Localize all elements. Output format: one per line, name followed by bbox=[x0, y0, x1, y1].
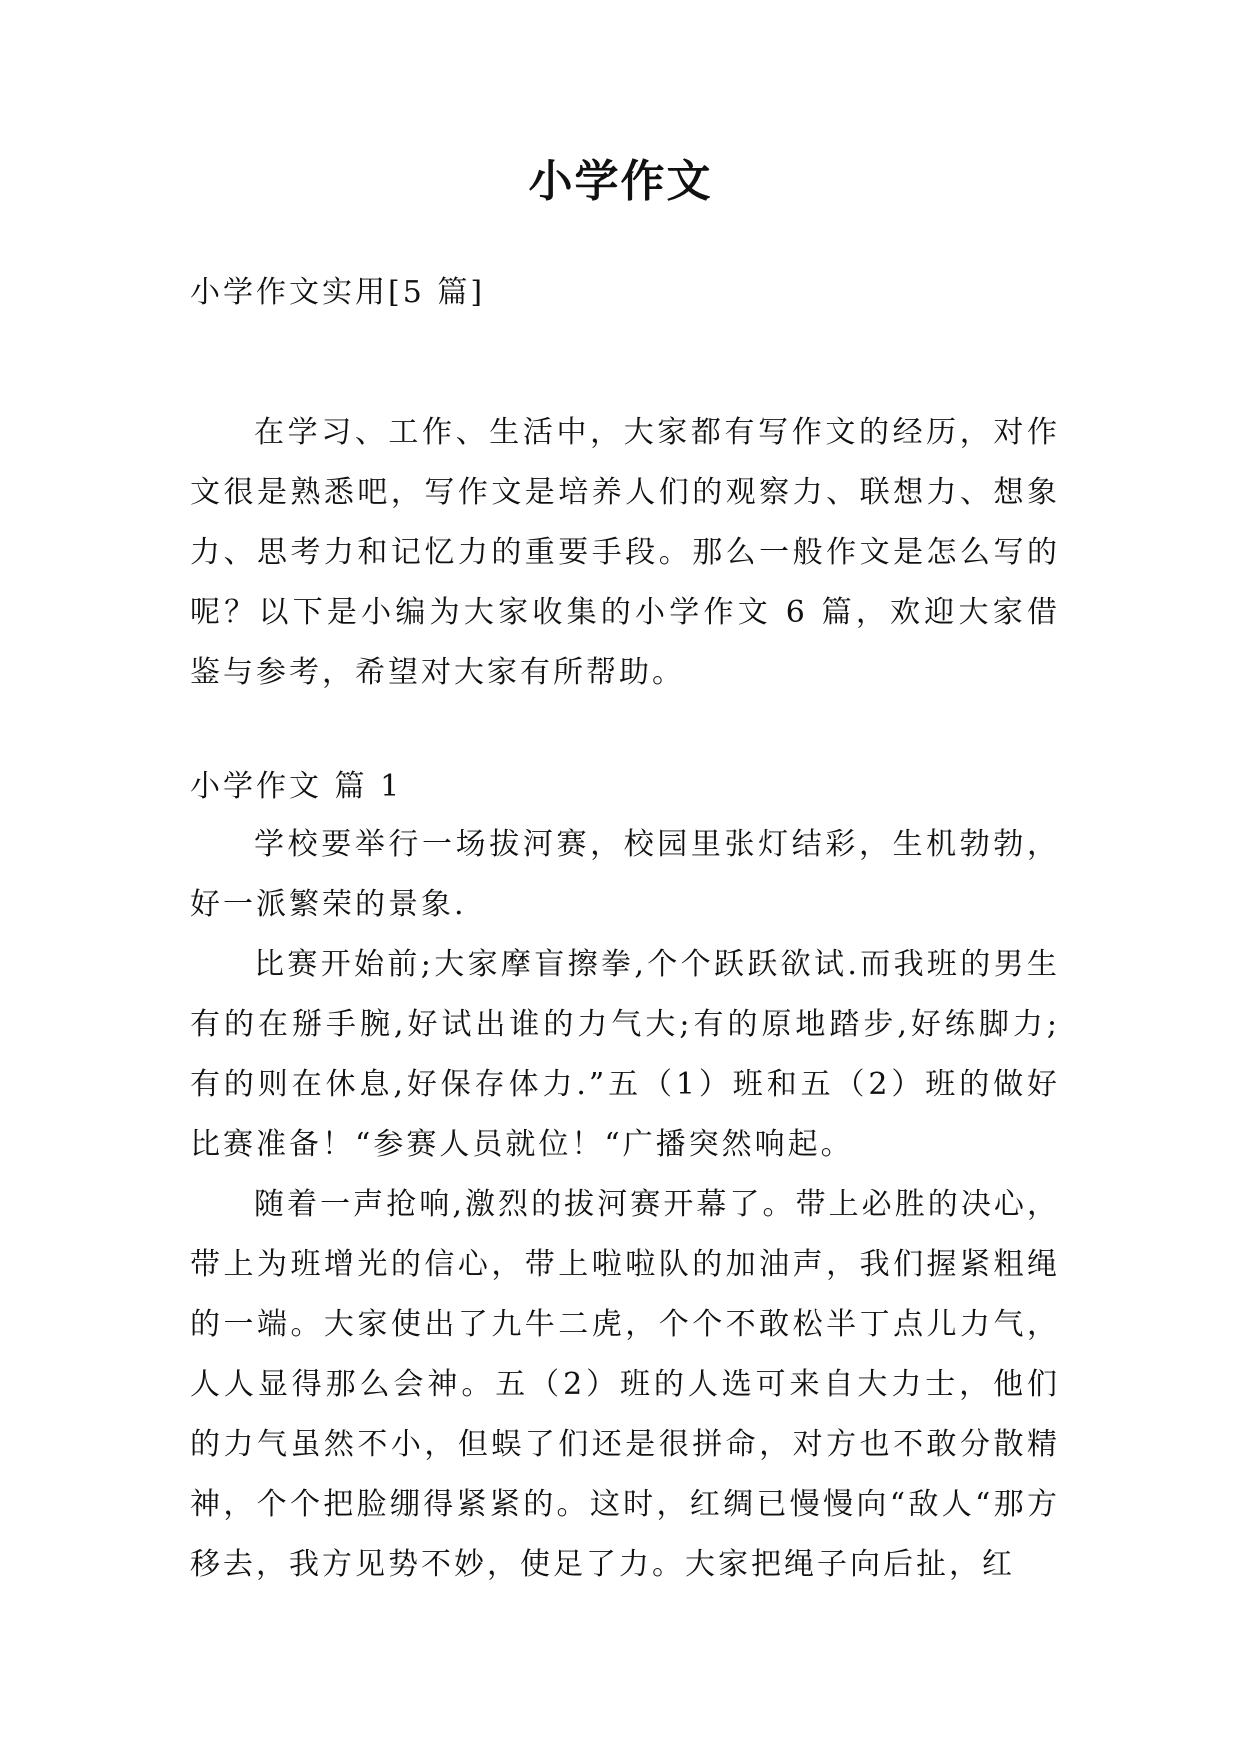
body-paragraph-2: 比赛开始前;大家摩盲擦拳,个个跃跃欲试.而我班的男生有的在掰手腕,好试出谁的力气大;有的原地踏步,好练脚力;有的则在休息,好保存体力.”五（1）班和五（2）班的做好比赛准备！“参赛人员就位！“广播突然响起。 bbox=[190, 947, 1060, 1162]
intro-paragraph: 在学习、工作、生活中，大家都有写作文的经历，对作文很是熟悉吧，写作文是培养人们的观察力、联想力、想象力、思考力和记忆力的重要手段。那么一般作文是怎么写的呢？以下是小编为大家收集的小学作文 6 篇，欢迎大家借鉴与参考，希望对大家有所帮助。 bbox=[190, 415, 1060, 690]
document-title: 小学作文 bbox=[528, 156, 713, 207]
section-heading: 小学作文 篇 1 bbox=[190, 769, 403, 804]
intro-block bbox=[190, 403, 1060, 703]
body-paragraph-3: 随着一声抢响,激烈的拔河赛开幕了。带上必胜的决心，带上为班增光的信心，带上啦啦队的加油声，我们握紧粗绳的一端。大家使出了九牛二虎，个个不敢松半丁点儿力气，人人显得那么会神。五（2）班的人选可来自大力士，他们的力气虽然不小，但蜈了们还是很拼命，对方也不敢分散精神，个个把脸绷得紧紧的。这时，红绸已慢慢向“敌人“那方移去，我方见势不妙，使足了力。大家把绳子向后扯，红 bbox=[190, 1187, 1060, 1582]
body-paragraph-1: 学校要举行一场拔河赛，校园里张灯结彩，生机勃勃，好一派繁荣的景象. bbox=[190, 827, 1060, 922]
document-subtitle: 小学作文实用[5 篇] bbox=[190, 275, 486, 310]
section-body bbox=[190, 815, 1060, 1595]
